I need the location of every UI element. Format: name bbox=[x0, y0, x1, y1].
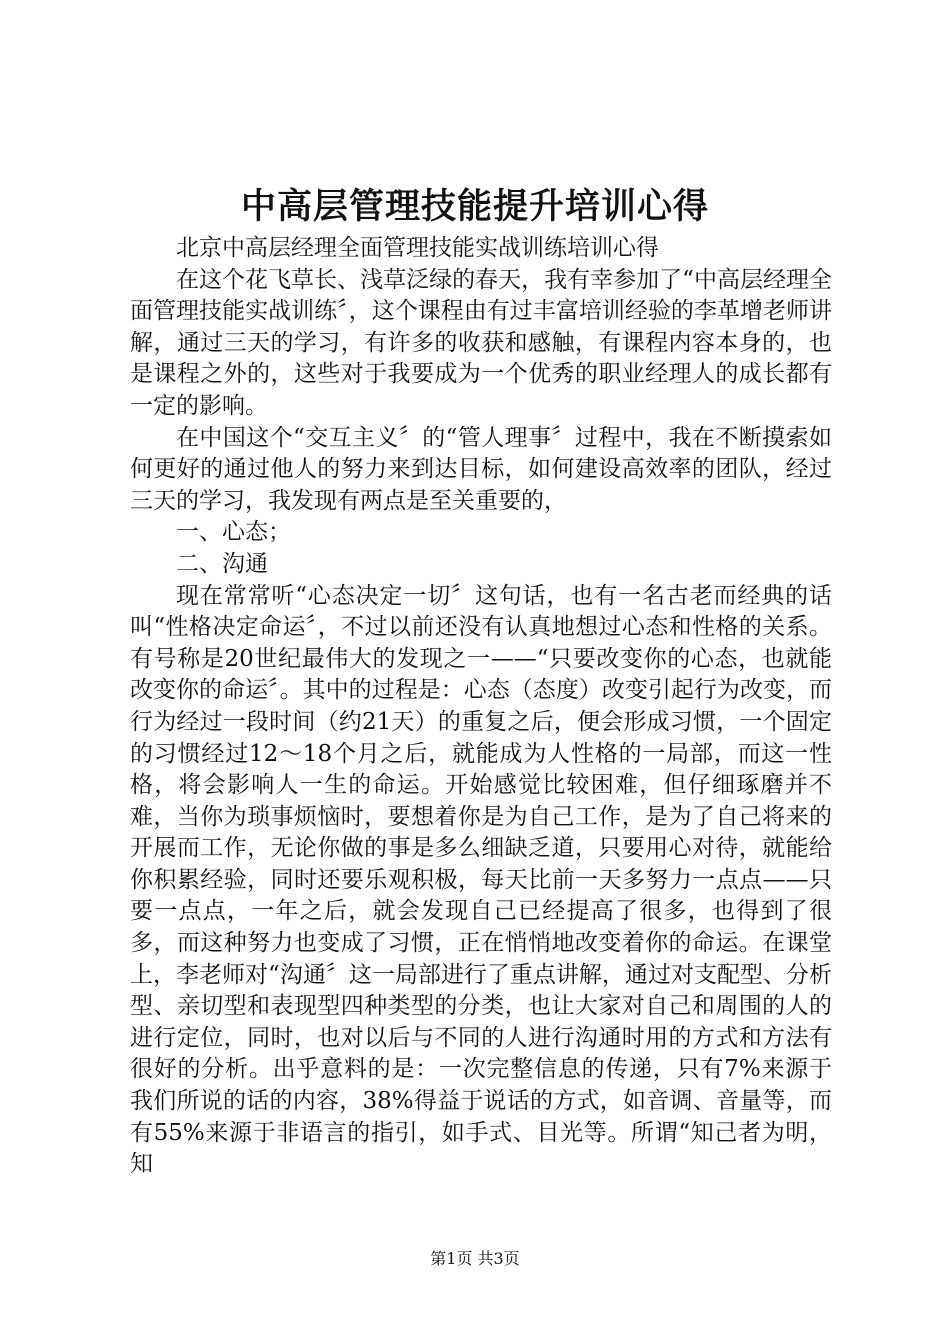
paragraph-point-two: 二、沟通 bbox=[176, 550, 268, 577]
paragraph-point-one: 一、心态； bbox=[176, 519, 291, 546]
page-number-footer: 第1页 共3页 bbox=[430, 1249, 520, 1268]
paragraph-main: 现在常常听“心态决定一切〞这句话，也有一名古老而经典的话叫“性格决定命运〞，不过以前还没有认真地想过心态和性格的关系。有号称是20世纪最伟大的发现之一——“只要改变你的心态，也就能改变你的命运〞。其中的过程是：心态（态度）改变引起行为改变，而行为经过一段时间（约21天）的重复之后，便会形成习惯，一个固定的习惯经过12～18个月之后，就能成为人性格的一局部，而这一性格，将会影响人一生的命运。开始感觉比较困难，但仔细琢磨并不难，当你为琐事烦恼时，要想着你是为自己工作，是为了自己将来的开展而工作，无论你做的事是多么细缺乏道，只要用心对待，就能给你积累经验，同时还要乐观积极，每天比前一天多努力一点点——只要一点点，一年之后，就会发现自己已经提高了很多，也得到了很多，而这种努力也变成了习惯，正在悄悄地改变着你的命运。在课堂上，李老师对“沟通〞这一局部进行了重点讲解，通过对支配型、分析型、亲切型和表现型四种类型的分类，也让大家对自己和周围的人的进行定位，同时，也对以后与不同的人进行沟通时用的方式和方法有很好的分析。出乎意料的是：一次完整信息的传递，只有7%来源于我们所说的话的内容，38%得益于说话的方式，如音调、音量等，而有55%来源于非语言的指引，如手式、目光等。所谓“知己者为明，知 bbox=[130, 582, 832, 1178]
document-body bbox=[130, 233, 832, 1181]
paragraph-subtitle: 北京中高层经理全面管理技能实战训练培训心得 bbox=[176, 235, 659, 261]
paragraph-intro: 在这个花飞草长、浅草泛绿的春天，我有幸参加了“中高层经理全面管理技能实战训练〞，这个课程由有过丰富培训经验的李革增老师讲解，通过三天的学习，有许多的收获和感触，有课程内容本身的，也是课程之外的，这些对于我要成为一个优秀的职业经理人的成长都有一定的影响。 bbox=[130, 266, 832, 419]
document-title: 中高层管理技能提升培训心得 bbox=[240, 186, 709, 227]
paragraph-context: 在中国这个“交互主义〞的“管人理事〞过程中，我在不断摸索如何更好的通过他人的努力来到达目标，如何建设高效率的团队，经过三天的学习，我发现有两点是至关重要的， bbox=[130, 424, 832, 514]
